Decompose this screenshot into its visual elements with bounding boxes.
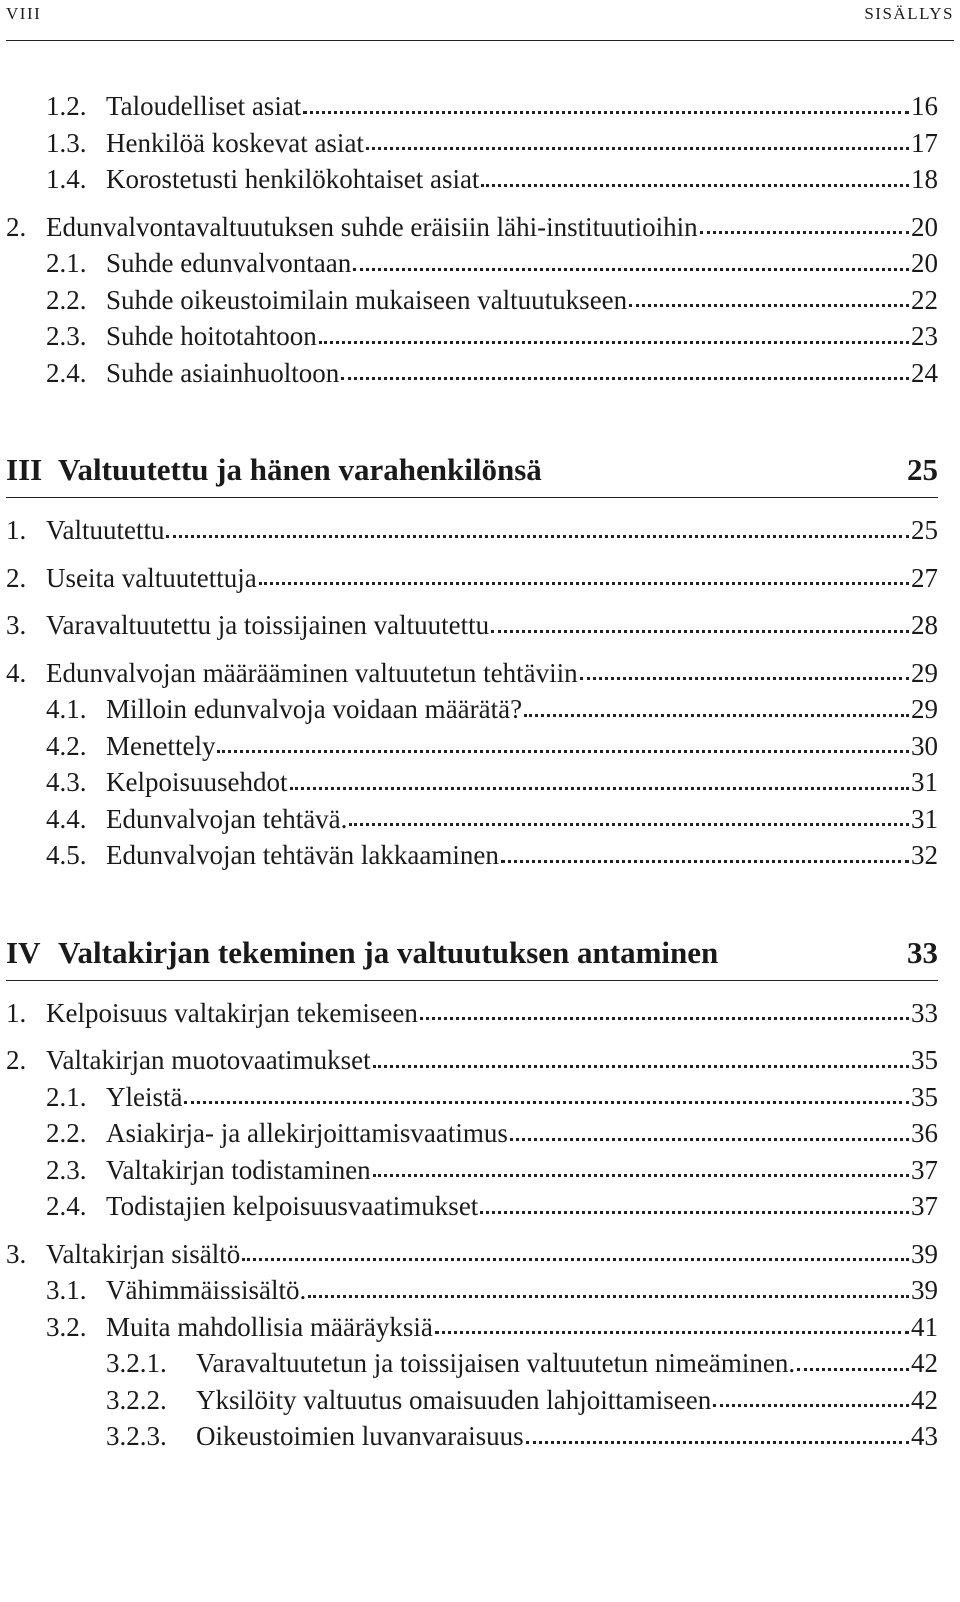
entry-title: Kelpoisuusehdot [106,767,288,797]
dot-leader [373,1174,909,1177]
entry-title: Valtakirjan sisältö [46,1238,241,1269]
dot-leader [319,341,909,344]
toc-entry[interactable] [6,355,938,392]
dot-leader [349,823,909,826]
entry-page: 39 [911,1275,938,1305]
entry-title: Valtuutettu [46,515,165,545]
toc-entry[interactable] [6,1418,938,1455]
entry-number: 1. [6,997,27,1028]
entry-page: 16 [911,91,938,121]
toc-entry[interactable] [6,607,938,644]
toc-entry[interactable] [6,995,938,1032]
toc-entry[interactable] [6,560,938,597]
toc-entry[interactable] [6,728,938,765]
dot-leader [629,304,909,307]
entry-title: Korostetusti henkilökohtaiset asiat [106,164,480,194]
entry-number: 3.1. [46,1275,87,1305]
entry-page: 27 [911,562,938,593]
entry-number: 1.2. [46,91,87,121]
dot-leader [524,714,909,717]
entry-page: 31 [911,803,938,834]
toc-entry[interactable] [6,1309,938,1346]
entry-title: Varavaltuutetun ja toissijaisen valtuutetun nimeäminen. [196,1348,796,1378]
entry-page: 37 [911,1154,938,1185]
entry-title: Edunvalvojan tehtävän lakkaaminen [106,840,499,870]
entry-title: Menettely [106,730,216,761]
entry-number: 2. [6,562,27,593]
dot-leader [353,268,909,271]
part-number: IV [6,934,41,970]
entry-page: 35 [911,1045,938,1075]
entry-title: Yleistä [106,1081,183,1112]
dot-leader [259,582,909,585]
toc-entry[interactable] [6,691,938,728]
section-title: SISÄLLYS [864,4,954,23]
entry-title: Suhde edunvalvontaan [106,248,352,278]
toc-entry[interactable] [6,318,938,355]
entry-page: 25 [911,515,938,545]
dot-leader [184,1101,909,1104]
entry-page: 37 [911,1191,938,1221]
part-page: 33 [907,934,938,970]
dot-leader [373,1065,909,1068]
entry-number: 2.2. [46,284,87,315]
toc-entry[interactable] [6,1382,938,1419]
part-page: 25 [907,452,938,487]
toc-entry[interactable] [6,764,938,801]
entry-title: Muita mahdollisia määräyksiä [106,1311,433,1342]
toc-entry[interactable] [6,125,938,162]
entry-number: 4.3. [46,767,87,797]
entry-number: 1. [6,515,27,545]
entry-page: 17 [911,127,938,158]
part-rule [6,497,938,498]
dot-leader [510,1138,909,1141]
toc-entry[interactable] [6,1152,938,1189]
entry-page: 20 [911,248,938,278]
toc-continuation [6,88,938,391]
entry-title: Valtakirjan muotovaatimukset [46,1045,371,1075]
entry-number: 3.2. [46,1311,87,1342]
entry-title: Suhde asiainhuoltoon [106,357,340,388]
part-heading-iii[interactable] [6,447,938,497]
dot-leader [242,1258,909,1261]
dot-leader [290,787,910,790]
dot-leader [526,1441,909,1444]
entry-number: 3.2.1. [106,1348,167,1378]
part-heading-iv[interactable] [6,930,938,980]
dot-leader [217,750,909,753]
entry-number: 4.5. [46,840,87,870]
toc-entry[interactable] [6,282,938,319]
entry-title: Varavaltuutettu ja toissijainen valtuutettu [46,610,490,640]
entry-page: 29 [911,657,938,688]
entry-number: 1.3. [46,127,87,158]
dot-leader [308,1295,909,1298]
entry-page: 24 [911,357,938,388]
dot-leader [700,231,909,234]
entry-page: 33 [911,997,938,1028]
entry-page: 35 [911,1081,938,1112]
part-title: Valtuutettu ja hänen varahenkilönsä [58,452,542,487]
dot-leader [303,111,909,114]
entry-title: Suhde hoitotahtoon [106,321,317,351]
entry-number: 2.4. [46,357,87,388]
header-rule [6,40,954,41]
toc-entry[interactable] [6,655,938,692]
entry-page: 18 [911,164,938,194]
entry-page: 30 [911,730,938,761]
entry-title: Vähimmäissisältö. [106,1275,307,1305]
entry-page: 42 [911,1348,938,1378]
entry-title: Milloin edunvalvoja voidaan määrätä? [106,694,523,724]
toc-entry[interactable] [6,1042,938,1079]
entry-title: Asiakirja- ja allekirjoittamisvaatimus [106,1118,508,1148]
folio: VIII [6,4,42,23]
part-number: III [6,452,43,487]
part-rule [6,980,938,981]
toc-entry[interactable] [6,837,938,874]
entry-page: 31 [911,767,938,797]
entry-page: 36 [911,1118,938,1148]
entry-number: 2.2. [46,1118,87,1148]
toc-entry[interactable] [6,245,938,282]
entry-title: Oikeustoimien luvanvaraisuus [196,1421,524,1451]
entry-number: 3.2.3. [106,1421,167,1451]
entry-title: Kelpoisuus valtakirjan tekemiseen [46,997,418,1028]
entry-title: Edunvalvojan määrääminen valtuutetun tehtäviin [46,657,578,688]
entry-title: Suhde oikeustoimilain mukaiseen valtuutukseen [106,284,628,315]
entry-page: 28 [911,610,938,640]
entry-title: Edunvalvojan tehtävä. [106,803,348,834]
dot-leader [341,377,909,380]
running-head [6,4,954,24]
toc-entry[interactable] [6,1188,938,1225]
dot-leader [501,860,909,863]
entry-page: 20 [911,211,938,242]
entry-title: Valtakirjan todistaminen [106,1154,371,1185]
entry-number: 4.2. [46,730,87,761]
dot-leader [480,1211,909,1214]
toc-entry[interactable] [6,1272,938,1309]
entry-title: Yksilöity valtuutus omaisuuden lahjoittamiseen [196,1384,712,1415]
entry-number: 2. [6,1045,27,1075]
entry-page: 42 [911,1384,938,1415]
dot-leader [481,184,909,187]
entry-title: Henkilöä koskevat asiat [106,127,364,158]
toc-entry[interactable] [6,801,938,838]
entry-number: 3. [6,1238,27,1269]
entry-page: 43 [911,1421,938,1451]
entry-number: 4.4. [46,803,87,834]
dot-leader [166,535,909,538]
toc-entry[interactable] [6,88,938,125]
entry-number: 2.4. [46,1191,87,1221]
entry-number: 2.1. [46,248,87,278]
part-heading-text [6,930,718,976]
entry-number: 1.4. [46,164,87,194]
part-heading-text [6,447,542,493]
entry-number: 3.2.2. [106,1384,167,1415]
dot-leader [491,630,909,633]
toc-entry[interactable] [6,1345,938,1382]
entry-number: 2.1. [46,1081,87,1112]
toc-entry[interactable] [6,161,938,198]
dot-leader [797,1368,909,1371]
dot-leader [435,1331,909,1334]
dot-leader [366,147,909,150]
entry-page: 41 [911,1311,938,1342]
entry-number: 4. [6,657,27,688]
toc-entry[interactable] [6,209,938,246]
entry-number: 4.1. [46,694,87,724]
entry-number: 2. [6,211,27,242]
entry-page: 39 [911,1238,938,1269]
table-of-contents [6,88,938,1455]
entry-page: 29 [911,694,938,724]
entry-page: 23 [911,321,938,351]
entry-number: 2.3. [46,321,87,351]
entry-number: 2.3. [46,1154,87,1185]
toc-entry[interactable] [6,1236,938,1273]
dot-leader [713,1404,909,1407]
entry-number: 3. [6,610,27,640]
entry-page: 22 [911,284,938,315]
entry-title: Taloudelliset asiat [106,91,302,121]
part-title: Valtakirjan tekeminen ja valtuutuksen antaminen [58,934,719,970]
entry-title: Useita valtuutettuja [46,562,257,593]
toc-entry[interactable] [6,512,938,549]
dot-leader [580,677,909,680]
entry-page: 32 [911,840,938,870]
entry-title: Todistajien kelpoisuusvaatimukset [106,1191,479,1221]
entry-title: Edunvalvontavaltuutuksen suhde eräisiin lähi-instituutioihin [46,211,698,242]
toc-entry[interactable] [6,1079,938,1116]
dot-leader [420,1017,909,1020]
toc-entry[interactable] [6,1115,938,1152]
